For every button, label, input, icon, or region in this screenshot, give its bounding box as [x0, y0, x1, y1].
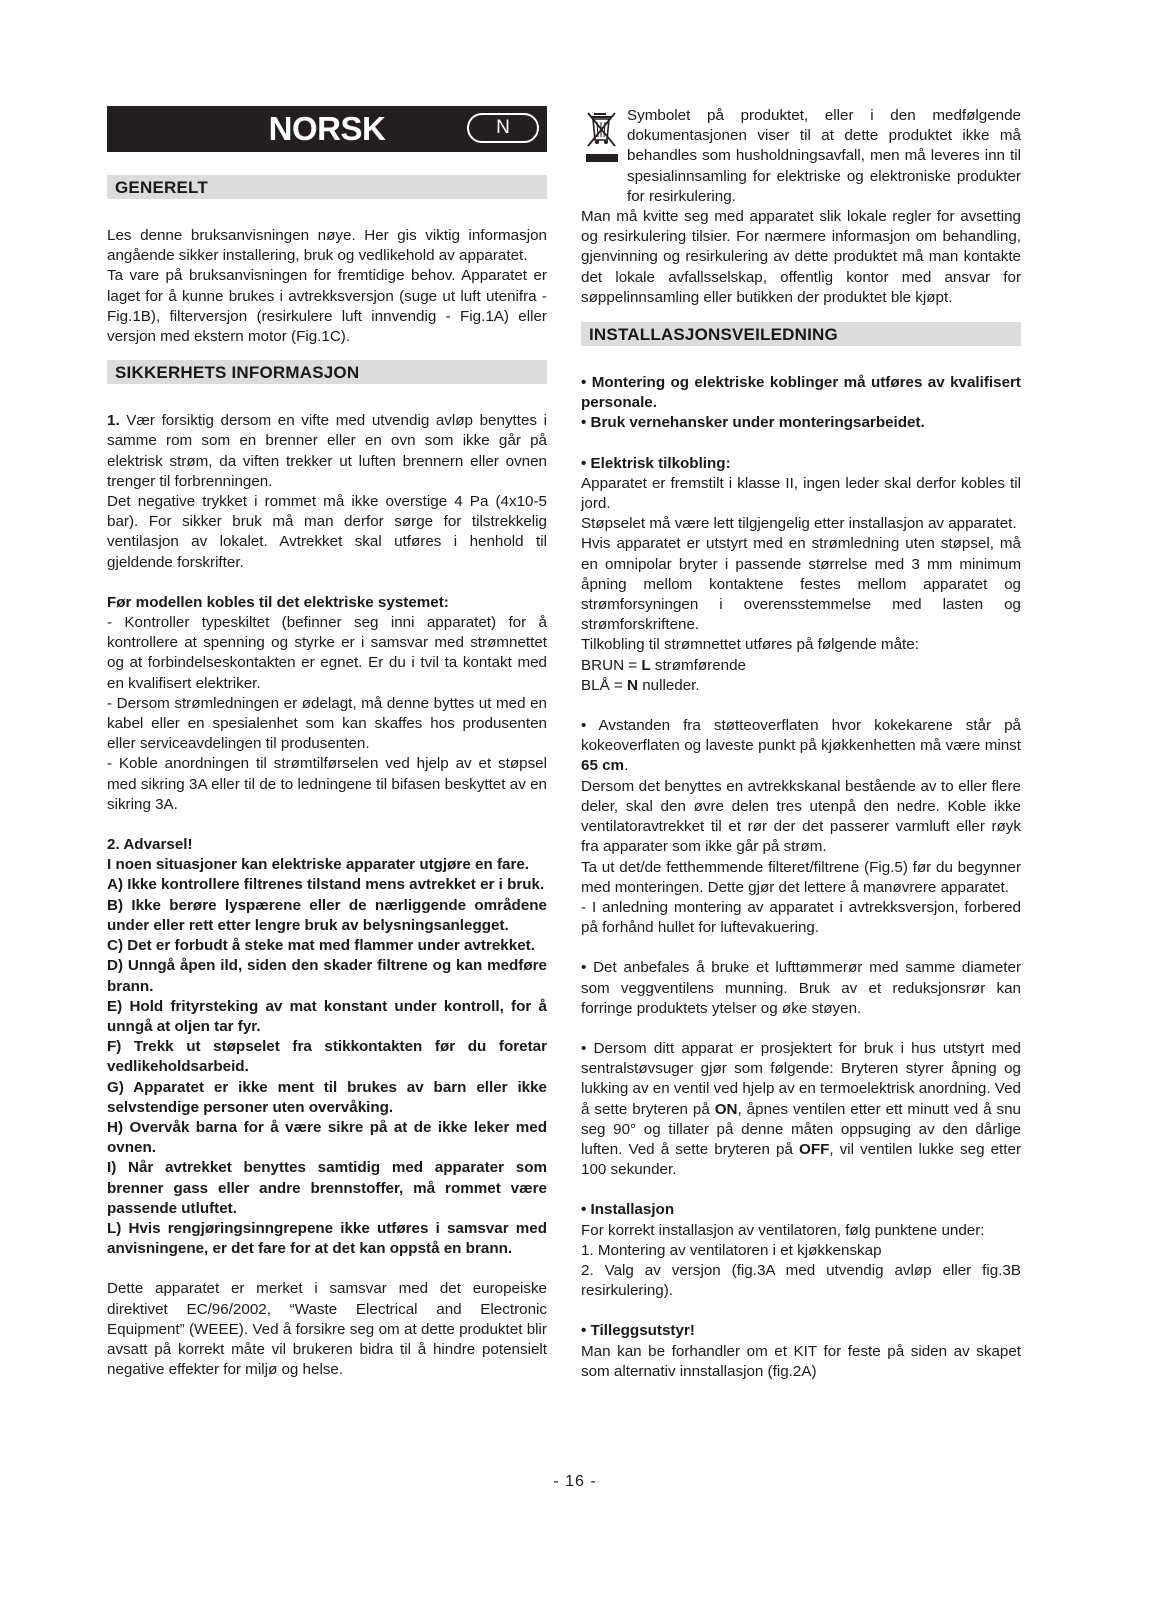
filter-paragraph: Ta ut det/de fetthemmende filteret/filtrene (Fig.5) før du begynner med monteringen. Dette gjør det lettere å manøvrere apparatet. — [581, 858, 1021, 896]
language-title: NORSK — [268, 109, 386, 147]
electric-connection-heading: • Elektrisk tilkobling: — [581, 454, 731, 472]
wire-brown — [581, 656, 1021, 676]
electric-item-3: - Koble anordningen til strømtilførselen ved hjelp av et støpsel med sikring 3A eller til de to ledningene til bifasen beskyttet av en sikring 3A. — [107, 755, 547, 813]
wire-blue — [581, 676, 1021, 696]
distance-end: . — [624, 757, 629, 775]
electric-connection-p1: Apparatet er fremstilt i klasse II, ingen leder skal derfor kobles til jord. — [581, 474, 1021, 513]
hole-paragraph: - I anledning montering av apparatet i avtrekksversjon, forbered på forhånd hullet for luftevakuering. — [581, 898, 1021, 937]
warning-item: F) Trekk ut støpselet fra stikkontakten før du foretar vedlikeholdsarbeid. — [107, 1038, 547, 1076]
distance-text: • Avstanden fra støtteoverflaten hvor kokekarene står på kokeoverflaten og laveste punkt på kjøkkenhetten må være minst — [581, 717, 1021, 755]
installation-step-2: 2. Valg av versjon (fig.3A med utvendig avløp eller fig.3B resirkulering). — [581, 1261, 1021, 1300]
warning-item: A) Ikke kontrollere filtrenes tilstand mens avtrekket er i bruk. — [107, 876, 545, 894]
weee-symbol-block — [581, 106, 1021, 207]
duct-paragraph: Dersom det benyttes en avtrekkskanal bestående av to eller flere deler, skal den øvre delen tres utenpå den nedre. Koble ikke ventilatoravtrekket til et rør der det passerer varmluft eller røyk fra apparater som ikke går på strøm. — [581, 777, 1021, 856]
wire-blue-desc: nulleder. — [637, 676, 700, 694]
distance-value: 65 cm — [581, 757, 625, 775]
distance-paragraph — [581, 716, 1021, 777]
warning-item: H) Overvåk barna for å være sikre på at de ikke leker med ovnen. — [107, 1118, 547, 1157]
safety-item-number: 1. — [107, 412, 120, 430]
weee-symbol-text: Symbolet på produktet, eller i den medfølgende dokumentasjonen viser til at dette produktet ikke må behandles som husholdningsavfall, men må leveres inn til spesialinnsamling for elektriske og elektroniske produkter for resirkulering. — [627, 107, 1021, 205]
weee-marking-paragraph: Dette apparatet er merket i samsvar med det europeiske direktivet EC/96/2002, “Waste Electrical and Electronic Equipment” (WEEE). Ved å forsikre seg om at dette produktet blir avsatt på korrekt måte vil brukeren bidra til å hindre potensielt negative effekter for miljø og helse. — [107, 1280, 547, 1379]
accessories-heading: • Tilleggsutstyr! — [581, 1322, 695, 1340]
language-banner — [107, 106, 547, 152]
safety-item-text: Vær forsiktig dersom en vifte med utvendig avløp benyttes i samme rom som en brenner eller en ovn som ikke går på elektrisk strøm, da viften trekker ut luften brennern eller ovnen trenger til forbrenningen. — [107, 412, 547, 490]
right-column — [581, 106, 1021, 1382]
install-bullet-1: • Montering og elektriske koblinger må utføres av kvalifisert personale. — [581, 374, 1021, 412]
accessories-paragraph: Man kan be forhandler om et KIT for feste på siden av skapet som alternativ innstallasjon (fig.2A) — [581, 1342, 1021, 1380]
wire-brown-desc: strømførende — [650, 656, 746, 674]
electric-item-1: - Kontroller typeskiltet (befinner seg inni apparatet) for å kontrollere at spenning og styrke er i samsvar med strømnettet og at forbindelseskontakten er egnet. Er du i tvil ta kontakt med en kvalifisert elektriker. — [107, 614, 547, 692]
wire-blue-letter: N — [627, 676, 638, 694]
left-column — [107, 106, 547, 1380]
electric-connection-p3: Hvis apparatet er utstyrt med en strømledning uten støpsel, må en omnipolar bryter i passende størrelse med 3 mm minimum åpning mellom kontaktene festes mellom apparatet og strømforsyningen i overensstemmelse med lasten og strømforskriftene. — [581, 535, 1021, 634]
electric-heading: Før modellen kobles til det elektriske systemet: — [107, 593, 449, 611]
wire-brown-letter: L — [641, 656, 651, 674]
electric-connection-p4: Tilkobling til strømnettet utføres på følgende måte: — [581, 636, 919, 654]
warning-item: C) Det er forbudt å steke mat med flammer under avtrekket. — [107, 937, 535, 955]
warning-item: L) Hvis rengjøringsinngrepene ikke utføres i samsvar med anvisningene, er det fare for at det kan oppstå en brann. — [107, 1219, 547, 1258]
vacuum-text-2: , åpnes ventilen etter ett minutt ved å snu seg 90° og tillater på denne måten oppsuging av den dårlige luften. Ved å sette bryteren på — [581, 1100, 1022, 1158]
warning-intro: I noen situasjoner kan elektriske apparater utgjøre en fare. — [107, 856, 530, 874]
wire-brown-label: BRUN = — [581, 656, 642, 674]
crossed-out-wheelie-bin-icon — [585, 110, 619, 164]
section-heading-installasjon: INSTALLASJONSVEILEDNING — [581, 322, 1021, 346]
warning-title: 2. Advarsel! — [107, 836, 193, 854]
safety-paragraph-2: Det negative trykket i rommet må ikke overstige 4 Pa (4x10-5 bar). For sikker bruk må man derfor sørge for tilstrekkelig ventilasjon av lokalet. Avtrekket skal utføres i henhold til gjeldende forskrifter. — [107, 493, 547, 571]
page-number: - 16 - — [553, 1473, 597, 1490]
warning-item: G) Apparatet er ikke ment til brukes av barn eller ikke selvstendige personer uten overvåking. — [107, 1078, 547, 1116]
vacuum-on-label: ON — [714, 1100, 738, 1118]
electric-connection-p2: Støpselet må være lett tilgjengelig etter installasjon av apparatet. — [581, 515, 1017, 533]
section-heading-sikkerhet: SIKKERHETS INFORMASJON — [107, 360, 547, 384]
installation-intro: For korrekt installasjon av ventilatoren, følg punktene under: — [581, 1221, 985, 1239]
language-badge: N — [467, 113, 539, 143]
disposal-paragraph: Man må kvitte seg med apparatet slik lokale regler for avsetting og resirkulering tilsier. For nærmere informasjon om behandling, gjenvinning og resirkulering av dette produktet må man kontakte det lokale avfallsselskap, offentlig kontor med ansvar for søppelinnsamling eller butikken der produktet ble kjøpt. — [581, 208, 1021, 306]
central-vacuum-paragraph — [581, 1039, 1021, 1180]
vacuum-text-3: , vil ventilen lukke seg etter 100 sekunder. — [581, 1140, 1021, 1179]
electric-item-2: - Dersom strømledningen er ødelagt, må denne byttes ut med en kabel eller en spesialenhet som kan skaffes hos produsenten eller serviceavdelingen til produsenten. — [107, 694, 547, 753]
generelt-paragraph-1: Les denne bruksanvisningen nøye. Her gis viktig informasjon angående sikker installering, bruk og vedlikehold av apparatet. — [107, 227, 547, 265]
vacuum-off-label: OFF — [799, 1140, 830, 1158]
warning-item: E) Hold frityrsteking av mat konstant under kontroll, for å unngå at oljen tar fyr. — [107, 997, 547, 1035]
safety-paragraph-1 — [107, 411, 547, 492]
generelt-paragraph-2: Ta vare på bruksanvisningen for fremtidige behov. Apparatet er laget for å kunne brukes i avtrekksversjon (suge ut luft utenifra - Fig.1B), filterversjon (resirkulere luft innvendig - Fig.1A) eller versjon med ekstern motor (Fig.1C). — [107, 267, 547, 346]
warning-item: D) Unngå åpen ild, siden den skader filtrene og kan medføre brann. — [107, 957, 547, 995]
install-bullet-2: • Bruk vernehansker under monteringsarbeidet. — [581, 414, 925, 432]
warning-item: I) Når avtrekket benyttes samtidig med apparater som brenner gass eller andre brennstoffer, må rommet være passende utluftet. — [107, 1159, 547, 1217]
warning-item: B) Ikke berøre lyspærene eller de nærliggende områdene under eller rett etter lengre bruk av belysningsanlegget. — [107, 896, 547, 934]
pipe-paragraph: • Det anbefales å bruke et lufttømmerør med samme diameter som veggventilens munning. Bruk av et reduksjonsrør kan forringe produktets ytelser og øke støyen. — [581, 959, 1021, 1017]
wire-blue-label: BLÅ = — [581, 676, 628, 694]
section-heading-generelt: GENERELT — [107, 175, 547, 199]
installation-step-1: 1. Montering av ventilatoren i et kjøkkenskap — [581, 1241, 882, 1259]
installation-heading: • Installasjon — [581, 1201, 675, 1219]
vacuum-text-1: • Dersom ditt apparat er prosjektert for bruk i hus utstyrt med sentralstøvsuger gjør som følgende: Bryteren styrer åpning og lukking av en ventil ved hjelp av en termoelektrisk anordning. Ved å sette bryteren på — [581, 1039, 1021, 1118]
